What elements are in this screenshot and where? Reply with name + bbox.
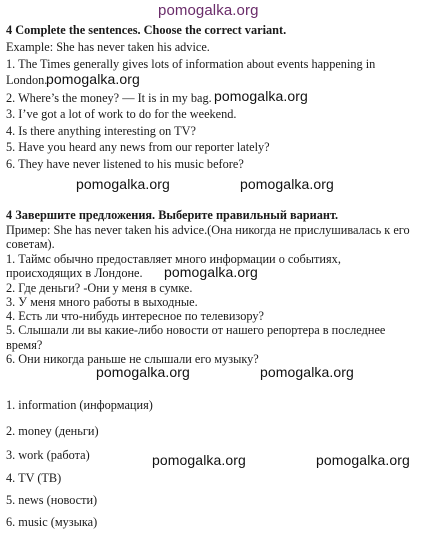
watermark: pomogalka.org (260, 364, 354, 380)
watermark: pomogalka.org (240, 176, 334, 192)
vocab-item-5: 5. news (новости) (6, 493, 98, 507)
sentence-ru-2: 2. Где деньги? -Они у меня в сумке. (6, 281, 193, 295)
watermark: pomogalka.org (76, 176, 170, 192)
vocab-item-6: 6. music (музыка) (6, 515, 98, 529)
watermark: pomogalka.org (164, 264, 258, 280)
sentence-ru-1: 1. Таймс обычно предоставляет много информации о событиях, (6, 252, 341, 266)
sentence-en-1-cont: London. (6, 73, 48, 87)
sentence-ru-6: 6. Они никогда раньше не слышали его музыку? (6, 352, 259, 366)
sentence-en-5: 5. Have you heard any news from our reporter lately? (6, 140, 270, 154)
sentence-ru-5: 5. Слышали ли вы какие-либо новости от нашего репортера в последнее (6, 323, 386, 337)
watermark-top: pomogalka.org (158, 2, 259, 19)
example-ru-cont: советам). (6, 237, 55, 251)
watermark: pomogalka.org (96, 364, 190, 380)
heading-ru: 4 Завершите предложения. Выберите правильный вариант. (6, 208, 339, 222)
sentence-ru-5-cont: время? (6, 338, 43, 352)
heading-en: 4 Complete the sentences. Choose the correct variant. (6, 23, 287, 37)
sentence-ru-4: 4. Есть ли что-нибудь интересное по телевизору? (6, 309, 264, 323)
sentence-en-6: 6. They have never listened to his music before? (6, 157, 244, 171)
watermark: pomogalka.org (214, 88, 308, 104)
sentence-en-3: 3. I’ve got a lot of work to do for the weekend. (6, 107, 237, 121)
sentence-en-1: 1. The Times generally gives lots of information about events happening in (6, 57, 376, 71)
watermark: pomogalka.org (316, 452, 410, 468)
watermark: pomogalka.org (46, 71, 140, 87)
vocab-item-2: 2. money (деньги) (6, 424, 99, 438)
sentence-en-4: 4. Is there anything interesting on TV? (6, 124, 196, 138)
example-en: Example: She has never taken his advice. (6, 40, 210, 54)
watermark: pomogalka.org (152, 452, 246, 468)
example-ru: Пример: She has never taken his advice.(Она никогда не прислушивалась к его (6, 223, 410, 237)
sentence-ru-3: 3. У меня много работы в выходные. (6, 295, 198, 309)
sentence-en-2: 2. Where’s the money? — It is in my bag. (6, 91, 212, 105)
vocab-item-1: 1. information (информация) (6, 398, 153, 412)
sentence-ru-1-cont: происходящих в Лондоне. (6, 266, 143, 280)
vocab-item-4: 4. TV (ТВ) (6, 471, 62, 485)
vocab-item-3: 3. work (работа) (6, 448, 90, 462)
